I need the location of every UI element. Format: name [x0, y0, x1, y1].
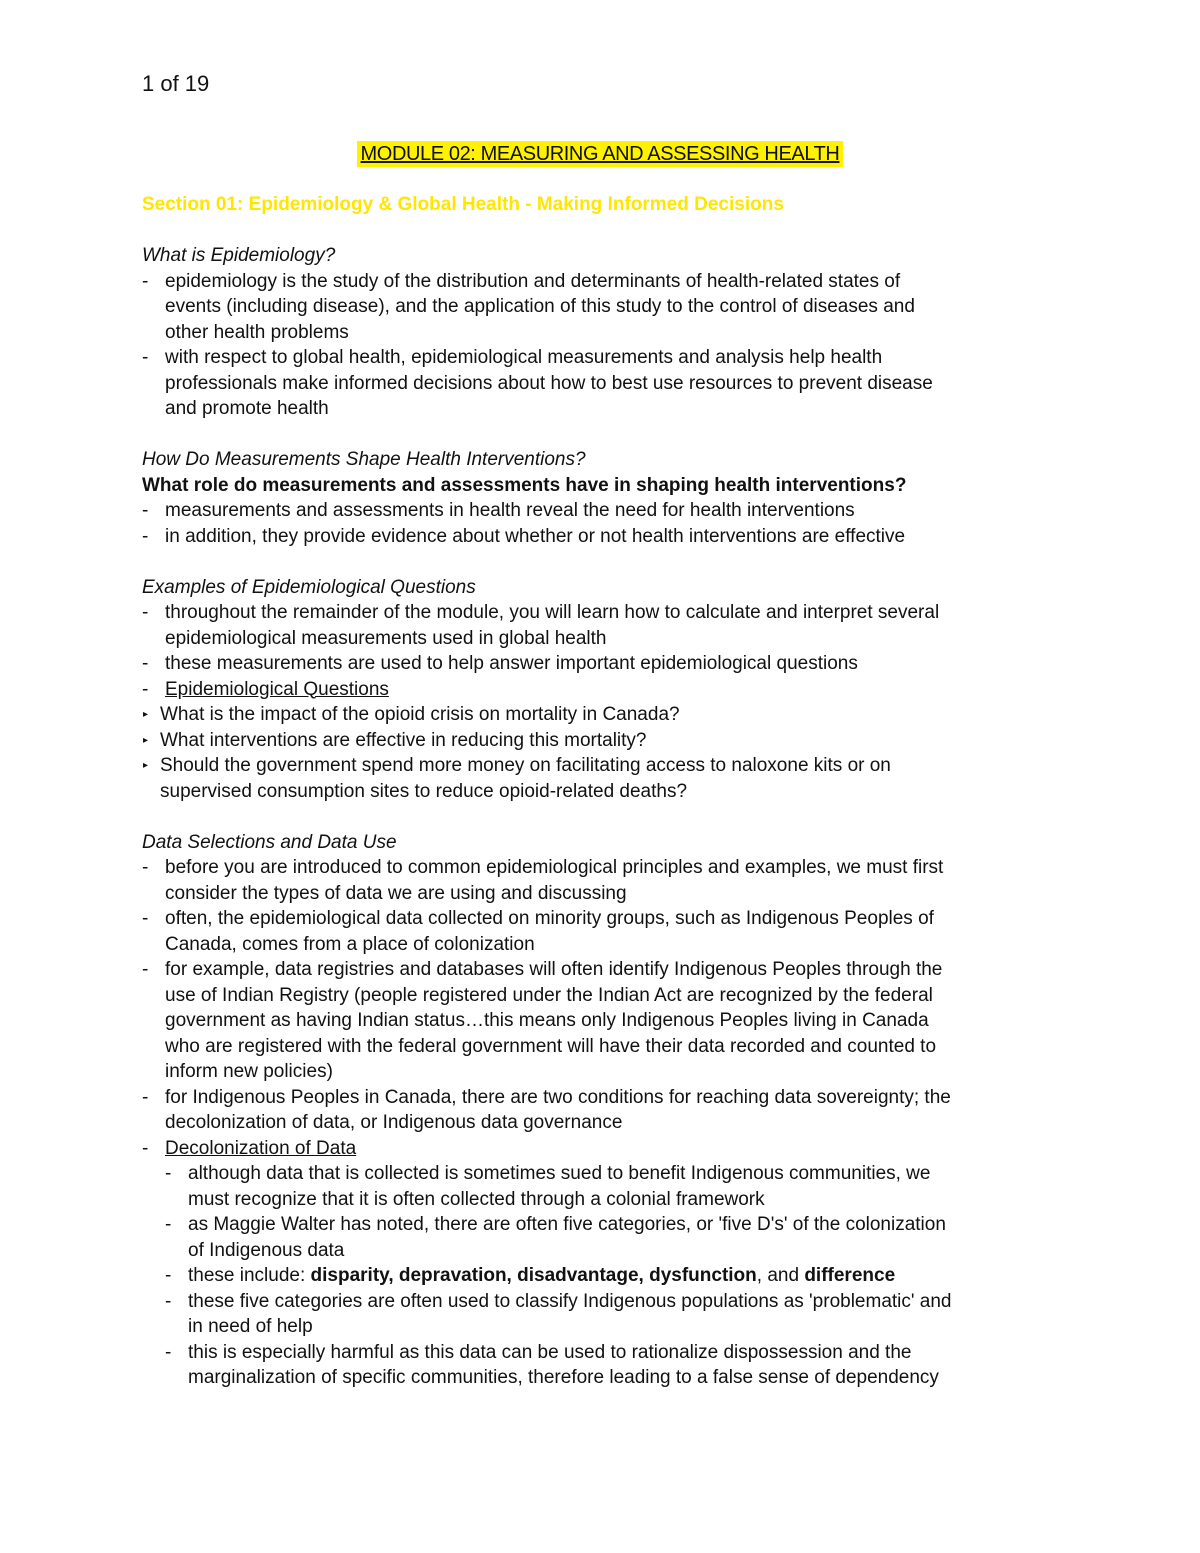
triangle-bullet-icon: ▸ — [143, 734, 149, 746]
bullet-line: - Decolonization of Data — [142, 1136, 1082, 1162]
dash-bullet: - — [165, 1341, 172, 1363]
heading-examples: Examples of Epidemiological Questions — [142, 576, 476, 598]
sub-bullet-line: - although data that is collected is sometimes sued to benefit Indigenous communities, we — [142, 1161, 1082, 1187]
bullet-continuation: professionals make informed decisions about how to best use resources to prevent disease — [165, 372, 933, 394]
bullet-line: - for Indigenous Peoples in Canada, there are two conditions for reaching data sovereignty; the — [142, 1085, 1082, 1111]
bullet-line: - measurements and assessments in health reveal the need for health interventions — [142, 498, 1082, 524]
bullet-continuation: government as having Indian status…this means only Indigenous Peoples living in Canada — [165, 1010, 929, 1031]
bullet-line: - for example, data registries and databases will often identify Indigenous Peoples through the — [142, 957, 1082, 983]
bullet-line: - often, the epidemiological data collected on minority groups, such as Indigenous Peoples of — [142, 906, 1082, 932]
dash-bullet: - — [165, 1265, 172, 1286]
dash-bullet: - — [142, 653, 149, 674]
bullet-continuation: inform new policies) — [165, 1061, 333, 1082]
dash-bullet: - — [142, 602, 149, 623]
dash-bullet: - — [142, 678, 149, 700]
dash-bullet: - — [142, 1086, 149, 1108]
sub-bullet-line: - these include: disparity, depravation, disadvantage, dysfunction, and difference — [142, 1263, 1082, 1289]
sub-bullet-continuation: marginalization of specific communities, therefore leading to a false sense of dependency — [188, 1367, 939, 1388]
dash-bullet: - — [165, 1290, 172, 1312]
section-title: Section 01: Epidemiology & Global Health - Making Informed Decisions — [142, 194, 784, 215]
heading-what-is-epidemiology: What is Epidemiology? — [142, 245, 336, 266]
bullet-continuation: use of Indian Registry (people registered under the Indian Act are recognized by the federal — [165, 984, 933, 1006]
bullet-continuation: other health problems — [165, 321, 349, 343]
sub-bullet-line: - these five categories are often used to classify Indigenous populations as 'problematic' and — [142, 1289, 1082, 1315]
triangle-bullet-line: ▸ What is the impact of the opioid crisis on mortality in Canada? — [142, 702, 1082, 728]
bullet-continuation: decolonization of data, or Indigenous data governance — [165, 1112, 623, 1133]
sub-bullet-continuation: in need of help — [188, 1316, 313, 1337]
bullet-continuation: who are registered with the federal government will have their data recorded and counted to — [165, 1035, 937, 1057]
bullet-continuation: and promote health — [165, 398, 329, 419]
bullet-line: - epidemiology is the study of the distribution and determinants of health-related states of — [142, 269, 1082, 295]
bold-question: What role do measurements and assessments have in shaping health interventions? — [142, 474, 907, 496]
bullet-line: - in addition, they provide evidence about whether or not health interventions are effective — [142, 524, 1082, 550]
bullet-line: - these measurements are used to help answer important epidemiological questions — [142, 651, 1082, 677]
triangle-bullet-icon: ▸ — [143, 760, 149, 771]
sub-bullet-continuation: of Indigenous data — [188, 1239, 345, 1261]
bullet-line: - Epidemiological Questions — [142, 677, 1082, 703]
dash-bullet: - — [142, 270, 149, 292]
triangle-bullet-line: ▸ What interventions are effective in reducing this mortality? — [142, 728, 1082, 754]
triangle-bullet-line: ▸ Should the government spend more money on facilitating access to naloxone kits or on — [142, 753, 1082, 779]
dash-bullet: - — [142, 1137, 149, 1159]
dash-bullet: - — [142, 500, 149, 521]
heading-data-selections: Data Selections and Data Use — [142, 831, 397, 853]
bullet-continuation: Canada, comes from a place of colonization — [165, 933, 535, 955]
bullet-continuation: epidemiological measurements used in global health — [165, 627, 607, 649]
bullet-line: - with respect to global health, epidemiological measurements and analysis help health — [142, 345, 1082, 371]
document-body — [142, 192, 1082, 1391]
bullet-line: - throughout the remainder of the module, you will learn how to calculate and interpret several — [142, 600, 1082, 626]
sub-bullet-continuation: must recognize that it is often collected through a colonial framework — [188, 1188, 765, 1210]
dash-bullet: - — [165, 1214, 172, 1235]
sub-bullet-line: - as Maggie Walter has noted, there are often five categories, or 'five D's' of the colonization — [142, 1212, 1082, 1238]
triangle-bullet-icon: ▸ — [143, 709, 149, 720]
dash-bullet: - — [142, 857, 149, 878]
sub-bullet-line: - this is especially harmful as this data can be used to rationalize dispossession and the — [142, 1340, 1082, 1366]
bullet-continuation: supervised consumption sites to reduce opioid-related deaths? — [160, 780, 688, 802]
module-title: MODULE 02: MEASURING AND ASSESSING HEALTH — [357, 141, 844, 167]
dash-bullet: - — [142, 347, 149, 368]
module-title-container — [0, 141, 1200, 167]
bullet-continuation: events (including disease), and the application of this study to the control of diseases and — [165, 296, 915, 317]
bullet-continuation: consider the types of data we are using and discussing — [165, 882, 627, 904]
page-number: 1 of 19 — [142, 71, 210, 96]
bullet-line: - before you are introduced to common epidemiological principles and examples, we must first — [142, 855, 1082, 881]
dash-bullet: - — [142, 959, 149, 980]
dash-bullet: - — [142, 525, 149, 547]
dash-bullet: - — [142, 908, 149, 929]
dash-bullet: - — [165, 1163, 172, 1184]
heading-measurements: How Do Measurements Shape Health Interventions? — [142, 449, 586, 470]
